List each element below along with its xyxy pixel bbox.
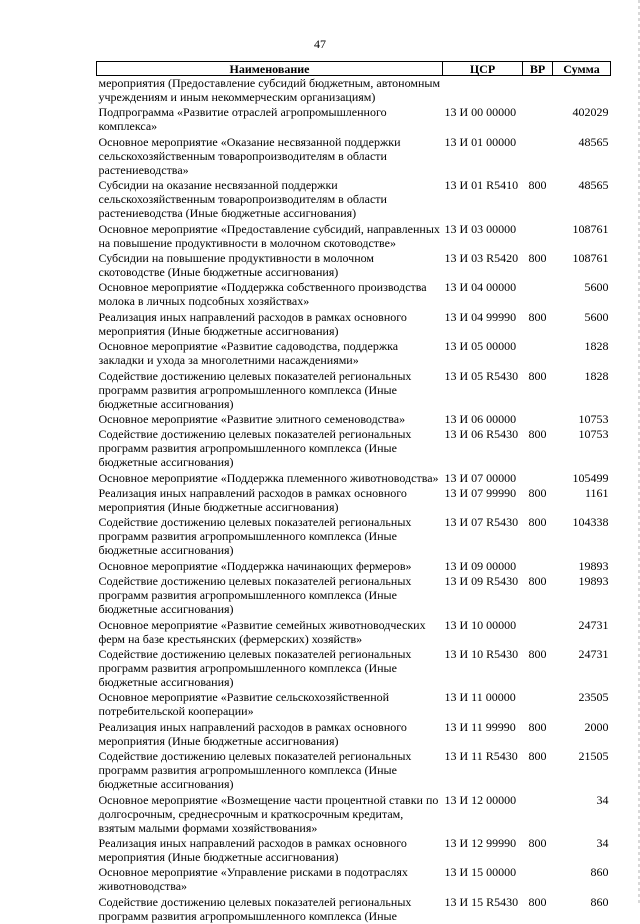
cell-vr: 800 [523, 749, 553, 792]
cell-name: Содействие достижению целевых показателей региональных программ развития агропромышленного комплекса (Иные бюджетные ассигнования) [97, 427, 443, 470]
cell-vr: 800 [523, 647, 553, 690]
cell-name: Содействие достижению целевых показателей региональных программ развития агропромышленного комплекса (Иные бюджетные ассигнования) [97, 515, 443, 558]
cell-csr: 13 И 04 99990 [443, 310, 523, 339]
cell-vr [523, 76, 553, 106]
cell-csr: 13 И 04 00000 [443, 280, 523, 309]
cell-sum: 108761 [553, 222, 611, 251]
header-name: Наименование [97, 62, 443, 76]
cell-name: Основное мероприятие «Управление рисками в подотраслях животноводства» [97, 865, 443, 894]
cell-sum: 5600 [553, 280, 611, 309]
cell-sum: 48565 [553, 135, 611, 178]
cell-sum: 21505 [553, 749, 611, 792]
cell-vr: 800 [523, 486, 553, 515]
cell-vr: 800 [523, 720, 553, 749]
cell-sum: 5600 [553, 310, 611, 339]
cell-vr [523, 280, 553, 309]
cell-vr: 800 [523, 515, 553, 558]
table-row [97, 486, 611, 515]
cell-csr: 13 И 06 00000 [443, 412, 523, 427]
cell-name: Субсидии на оказание несвязанной поддержки сельскохозяйственным товаропроизводителям в области растениеводства (Иные бюджетные ассигнования) [97, 178, 443, 221]
table-row [97, 339, 611, 368]
table-row [97, 749, 611, 792]
cell-name: Содействие достижению целевых показателей региональных программ развития агропромышленного комплекса (Иные бюджетные ассигнования) [97, 369, 443, 412]
cell-csr: 13 И 01 R5410 [443, 178, 523, 221]
table-header-row [97, 62, 611, 76]
table-row [97, 251, 611, 280]
cell-vr [523, 412, 553, 427]
cell-name: Содействие достижению целевых показателей региональных программ развития агропромышленного комплекса (Иные [97, 895, 443, 924]
cell-name: Реализация иных направлений расходов в рамках основного мероприятия (Иные бюджетные ассигнования) [97, 486, 443, 515]
table-row [97, 76, 611, 106]
cell-name: Основное мероприятие «Развитие семейных животноводческих ферм на базе крестьянских (фермерских) хозяйств» [97, 618, 443, 647]
cell-vr [523, 339, 553, 368]
cell-name: Подпрограмма «Развитие отраслей агропромышленного комплекса» [97, 105, 443, 134]
cell-name: Основное мероприятие «Предоставление субсидий, направленных на повышение продуктивности в молочном скотоводстве» [97, 222, 443, 251]
table-row [97, 412, 611, 427]
cell-vr: 800 [523, 836, 553, 865]
table-row [97, 135, 611, 178]
cell-name: Реализация иных направлений расходов в рамках основного мероприятия (Иные бюджетные ассигнования) [97, 720, 443, 749]
cell-sum: 402029 [553, 105, 611, 134]
table-row [97, 793, 611, 836]
cell-sum: 1828 [553, 339, 611, 368]
cell-vr [523, 865, 553, 894]
cell-sum: 24731 [553, 647, 611, 690]
cell-sum [553, 76, 611, 106]
cell-csr: 13 И 03 00000 [443, 222, 523, 251]
cell-name: Основное мероприятие «Развитие сельскохозяйственной потребительской кооперации» [97, 690, 443, 719]
cell-csr: 13 И 15 R5430 [443, 895, 523, 924]
table-row [97, 178, 611, 221]
cell-vr: 800 [523, 427, 553, 470]
cell-csr: 13 И 07 R5430 [443, 515, 523, 558]
cell-name: Субсидии на повышение продуктивности в молочном скотоводстве (Иные бюджетные ассигнования) [97, 251, 443, 280]
cell-csr: 13 И 09 R5430 [443, 574, 523, 617]
cell-sum: 2000 [553, 720, 611, 749]
cell-vr [523, 105, 553, 134]
cell-csr: 13 И 12 00000 [443, 793, 523, 836]
table-row [97, 574, 611, 617]
cell-csr: 13 И 07 00000 [443, 471, 523, 486]
cell-csr: 13 И 05 R5430 [443, 369, 523, 412]
cell-vr [523, 471, 553, 486]
cell-sum: 10753 [553, 412, 611, 427]
table-row [97, 222, 611, 251]
cell-name: Основное мероприятие «Развитие элитного семеноводства» [97, 412, 443, 427]
cell-csr: 13 И 07 99990 [443, 486, 523, 515]
cell-sum: 19893 [553, 574, 611, 617]
cell-csr: 13 И 03 R5420 [443, 251, 523, 280]
table-row [97, 690, 611, 719]
cell-sum: 34 [553, 836, 611, 865]
cell-csr: 13 И 15 00000 [443, 865, 523, 894]
cell-csr: 13 И 00 00000 [443, 105, 523, 134]
cell-vr: 800 [523, 251, 553, 280]
cell-vr [523, 793, 553, 836]
table-body [97, 76, 611, 924]
cell-name: Содействие достижению целевых показателей региональных программ развития агропромышленного комплекса (Иные бюджетные ассигнования) [97, 749, 443, 792]
page-number: 47 [0, 37, 640, 52]
header-sum: Сумма [553, 62, 611, 76]
cell-csr: 13 И 11 99990 [443, 720, 523, 749]
header-vr: ВР [523, 62, 553, 76]
cell-sum: 860 [553, 895, 611, 924]
cell-sum: 104338 [553, 515, 611, 558]
cell-sum: 860 [553, 865, 611, 894]
table-row [97, 865, 611, 894]
cell-vr [523, 135, 553, 178]
header-csr: ЦСР [443, 62, 523, 76]
cell-name: Основное мероприятие «Оказание несвязанной поддержки сельскохозяйственным товаропроизводителям в области растениеводства» [97, 135, 443, 178]
table-row [97, 559, 611, 574]
cell-vr [523, 690, 553, 719]
cell-sum: 1161 [553, 486, 611, 515]
cell-name: Содействие достижению целевых показателей региональных программ развития агропромышленного комплекса (Иные бюджетные ассигнования) [97, 647, 443, 690]
cell-vr [523, 559, 553, 574]
table-row [97, 471, 611, 486]
cell-name: Основное мероприятие «Поддержка собственного производства молока в личных подсобных хозяйствах» [97, 280, 443, 309]
cell-csr: 13 И 01 00000 [443, 135, 523, 178]
table-row [97, 369, 611, 412]
cell-name: Реализация иных направлений расходов в рамках основного мероприятия (Иные бюджетные ассигнования) [97, 836, 443, 865]
cell-csr: 13 И 12 99990 [443, 836, 523, 865]
cell-sum: 1828 [553, 369, 611, 412]
cell-sum: 24731 [553, 618, 611, 647]
cell-sum: 23505 [553, 690, 611, 719]
cell-sum: 34 [553, 793, 611, 836]
cell-vr: 800 [523, 178, 553, 221]
cell-name: Содействие достижению целевых показателей региональных программ развития агропромышленного комплекса (Иные бюджетные ассигнования) [97, 574, 443, 617]
cell-vr: 800 [523, 574, 553, 617]
table-row [97, 836, 611, 865]
cell-csr: 13 И 11 R5430 [443, 749, 523, 792]
cell-csr: 13 И 10 00000 [443, 618, 523, 647]
cell-sum: 105499 [553, 471, 611, 486]
cell-vr [523, 618, 553, 647]
cell-csr [443, 76, 523, 106]
table-row [97, 310, 611, 339]
cell-name: мероприятия (Предоставление субсидий бюджетным, автономным учреждениям и иным некоммерческим организациям) [97, 76, 443, 106]
cell-sum: 48565 [553, 178, 611, 221]
table-row [97, 105, 611, 134]
cell-sum: 19893 [553, 559, 611, 574]
cell-name: Основное мероприятие «Развитие садоводства, поддержка закладки и ухода за многолетними насаждениями» [97, 339, 443, 368]
table-row [97, 720, 611, 749]
cell-name: Основное мероприятие «Возмещение части процентной ставки по долгосрочным, среднесрочным и краткосрочным кредитам, взятым малыми формами хозяйствования» [97, 793, 443, 836]
cell-csr: 13 И 09 00000 [443, 559, 523, 574]
cell-csr: 13 И 05 00000 [443, 339, 523, 368]
cell-sum: 108761 [553, 251, 611, 280]
budget-table [96, 61, 611, 924]
cell-name: Реализация иных направлений расходов в рамках основного мероприятия (Иные бюджетные ассигнования) [97, 310, 443, 339]
cell-vr: 800 [523, 310, 553, 339]
table-row [97, 280, 611, 309]
table-row [97, 895, 611, 924]
cell-sum: 10753 [553, 427, 611, 470]
table-row [97, 427, 611, 470]
cell-csr: 13 И 11 00000 [443, 690, 523, 719]
cell-name: Основное мероприятие «Поддержка племенного животноводства» [97, 471, 443, 486]
cell-vr [523, 222, 553, 251]
table-row [97, 515, 611, 558]
cell-vr: 800 [523, 895, 553, 924]
table-row [97, 647, 611, 690]
cell-vr: 800 [523, 369, 553, 412]
cell-csr: 13 И 10 R5430 [443, 647, 523, 690]
cell-csr: 13 И 06 R5430 [443, 427, 523, 470]
cell-name: Основное мероприятие «Поддержка начинающих фермеров» [97, 559, 443, 574]
table-row [97, 618, 611, 647]
